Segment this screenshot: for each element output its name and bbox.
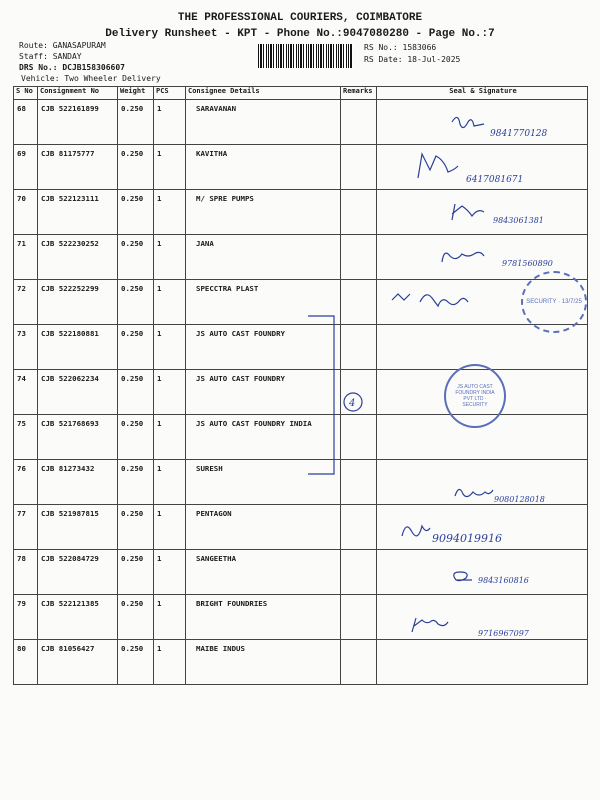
handwritten-phone: 6417081671 (466, 175, 524, 185)
row-pcs: 1 (154, 505, 186, 550)
runsheet-subtitle: Delivery Runsheet - KPT - Phone No.:9047080280 - Page No.:7 (105, 28, 495, 40)
row-sno: 74 (14, 370, 38, 415)
row-sno: 79 (14, 595, 38, 640)
row-sno: 76 (14, 460, 38, 505)
col-header-signature: Seal & Signature (377, 87, 588, 100)
row-consignee: PENTAGON (186, 505, 341, 550)
row-consignee: KAVITHA (186, 145, 341, 190)
handwritten-phone: 9094019916 (432, 532, 502, 545)
foundry-stamp (444, 364, 506, 428)
row-weight: 0.250 (118, 190, 154, 235)
row-pcs: 1 (154, 415, 186, 460)
row-remarks (341, 235, 377, 280)
security-stamp (521, 271, 587, 333)
handwritten-phone: 9843061381 (493, 216, 544, 225)
row-consignee: BRIGHT FOUNDRIES (186, 595, 341, 640)
row-remarks (341, 415, 377, 460)
row-remarks (341, 640, 377, 685)
row-consignment: CJB 522121385 (38, 595, 118, 640)
table-row (14, 235, 588, 280)
row-consignee: SPECCTRA PLAST (186, 280, 341, 325)
table-header-row (14, 87, 588, 100)
row-sno: 77 (14, 505, 38, 550)
row-weight: 0.250 (118, 595, 154, 640)
row-consignment: CJB 522062234 (38, 370, 118, 415)
row-remarks (341, 370, 377, 415)
row-consignment: CJB 81056427 (38, 640, 118, 685)
row-consignment: CJB 521987815 (38, 505, 118, 550)
row-sno: 75 (14, 415, 38, 460)
handwritten-phone: 9781560890 (502, 259, 553, 268)
barcode (258, 44, 353, 68)
row-weight: 0.250 (118, 325, 154, 370)
col-header-weight: Weight (118, 87, 154, 100)
row-weight: 0.250 (118, 505, 154, 550)
row-sno: 72 (14, 280, 38, 325)
row-consignment: CJB 522180881 (38, 325, 118, 370)
table-row (14, 550, 588, 595)
row-consignee: SANGEETHA (186, 550, 341, 595)
table-row (14, 415, 588, 460)
row-remarks (341, 100, 377, 145)
row-pcs: 1 (154, 145, 186, 190)
row-weight: 0.250 (118, 640, 154, 685)
table-row (14, 145, 588, 190)
handwritten-phone: 9716967097 (478, 629, 529, 638)
row-weight: 0.250 (118, 145, 154, 190)
stamp-text: SECURITY · 13/7/25 (526, 299, 582, 305)
row-consignment: CJB 522084729 (38, 550, 118, 595)
col-header-sno: S No (14, 87, 38, 100)
drs-number: DRS No.: DCJB158306607 (19, 63, 125, 72)
row-remarks (341, 325, 377, 370)
row-consignment: CJB 522161899 (38, 100, 118, 145)
table-row (14, 505, 588, 550)
col-header-consignee: Consignee Details (186, 87, 341, 100)
row-sno: 69 (14, 145, 38, 190)
table-row (14, 190, 588, 235)
row-remarks (341, 190, 377, 235)
row-consignment: CJB 81175777 (38, 145, 118, 190)
row-consignee: JANA (186, 235, 341, 280)
row-consignment: CJB 81273432 (38, 460, 118, 505)
row-sno: 70 (14, 190, 38, 235)
remarks-count: 4 (349, 398, 356, 409)
row-signature (377, 145, 588, 190)
row-sno: 78 (14, 550, 38, 595)
row-consignment: CJB 522230252 (38, 235, 118, 280)
row-signature (377, 550, 588, 595)
row-consignment: CJB 522123111 (38, 190, 118, 235)
table-row (14, 280, 588, 325)
row-pcs: 1 (154, 460, 186, 505)
row-remarks (341, 460, 377, 505)
col-header-consignment: Consignment No (38, 87, 118, 100)
col-header-remarks: Remarks (341, 87, 377, 100)
row-consignment: CJB 521768693 (38, 415, 118, 460)
row-remarks (341, 280, 377, 325)
runsheet-table (13, 86, 587, 653)
row-signature (377, 190, 588, 235)
row-sno: 73 (14, 325, 38, 370)
row-pcs: 1 (154, 280, 186, 325)
row-pcs: 1 (154, 190, 186, 235)
row-weight: 0.250 (118, 100, 154, 145)
vehicle-label: Vehicle: Two Wheeler Delivery (21, 74, 161, 83)
row-pcs: 1 (154, 640, 186, 685)
handwritten-phone: 9080128018 (494, 495, 545, 504)
row-signature (377, 595, 588, 640)
row-remarks (341, 145, 377, 190)
row-pcs: 1 (154, 550, 186, 595)
row-remarks (341, 595, 377, 640)
route-label: Route: GANASAPURAM (19, 41, 106, 50)
rs-date: RS Date: 18-Jul-2025 (364, 55, 461, 64)
row-weight: 0.250 (118, 280, 154, 325)
row-consignee: JS AUTO CAST FOUNDRY INDIA (186, 415, 341, 460)
row-signature (377, 640, 588, 685)
row-signature (377, 100, 588, 145)
rs-number: RS No.: 1583066 (364, 43, 437, 52)
row-sno: 68 (14, 100, 38, 145)
table-row (14, 595, 588, 640)
row-pcs: 1 (154, 595, 186, 640)
row-sno: 80 (14, 640, 38, 685)
row-pcs: 1 (154, 370, 186, 415)
row-weight: 0.250 (118, 415, 154, 460)
table-row (14, 100, 588, 145)
row-signature (377, 505, 588, 550)
handwritten-phone: 9843160816 (478, 576, 529, 585)
col-header-pcs: PCS (154, 87, 186, 100)
row-consignee: MAIBE INDUS (186, 640, 341, 685)
row-pcs: 1 (154, 100, 186, 145)
table-row (14, 325, 588, 370)
row-remarks (341, 505, 377, 550)
row-signature (377, 460, 588, 505)
handwritten-phone: 9841770128 (490, 129, 548, 139)
table-row (14, 460, 588, 505)
stamp-text: JS AUTO CAST FOUNDRY INDIA PVT LTD · SECURITY (455, 384, 495, 408)
row-consignee: SARAVANAN (186, 100, 341, 145)
row-remarks (341, 550, 377, 595)
company-title: THE PROFESSIONAL COURIERS, COIMBATORE (177, 12, 423, 24)
table-row (14, 640, 588, 685)
row-weight: 0.250 (118, 460, 154, 505)
row-pcs: 1 (154, 235, 186, 280)
row-consignee: JS AUTO CAST FOUNDRY (186, 325, 341, 370)
row-weight: 0.250 (118, 550, 154, 595)
row-consignment: CJB 522252299 (38, 280, 118, 325)
row-consignee: JS AUTO CAST FOUNDRY (186, 370, 341, 415)
row-weight: 0.250 (118, 370, 154, 415)
row-consignee: M/ SPRE PUMPS (186, 190, 341, 235)
staff-label: Staff: SANDAY (19, 52, 82, 61)
row-consignee: SURESH (186, 460, 341, 505)
row-pcs: 1 (154, 325, 186, 370)
row-sno: 71 (14, 235, 38, 280)
row-weight: 0.250 (118, 235, 154, 280)
